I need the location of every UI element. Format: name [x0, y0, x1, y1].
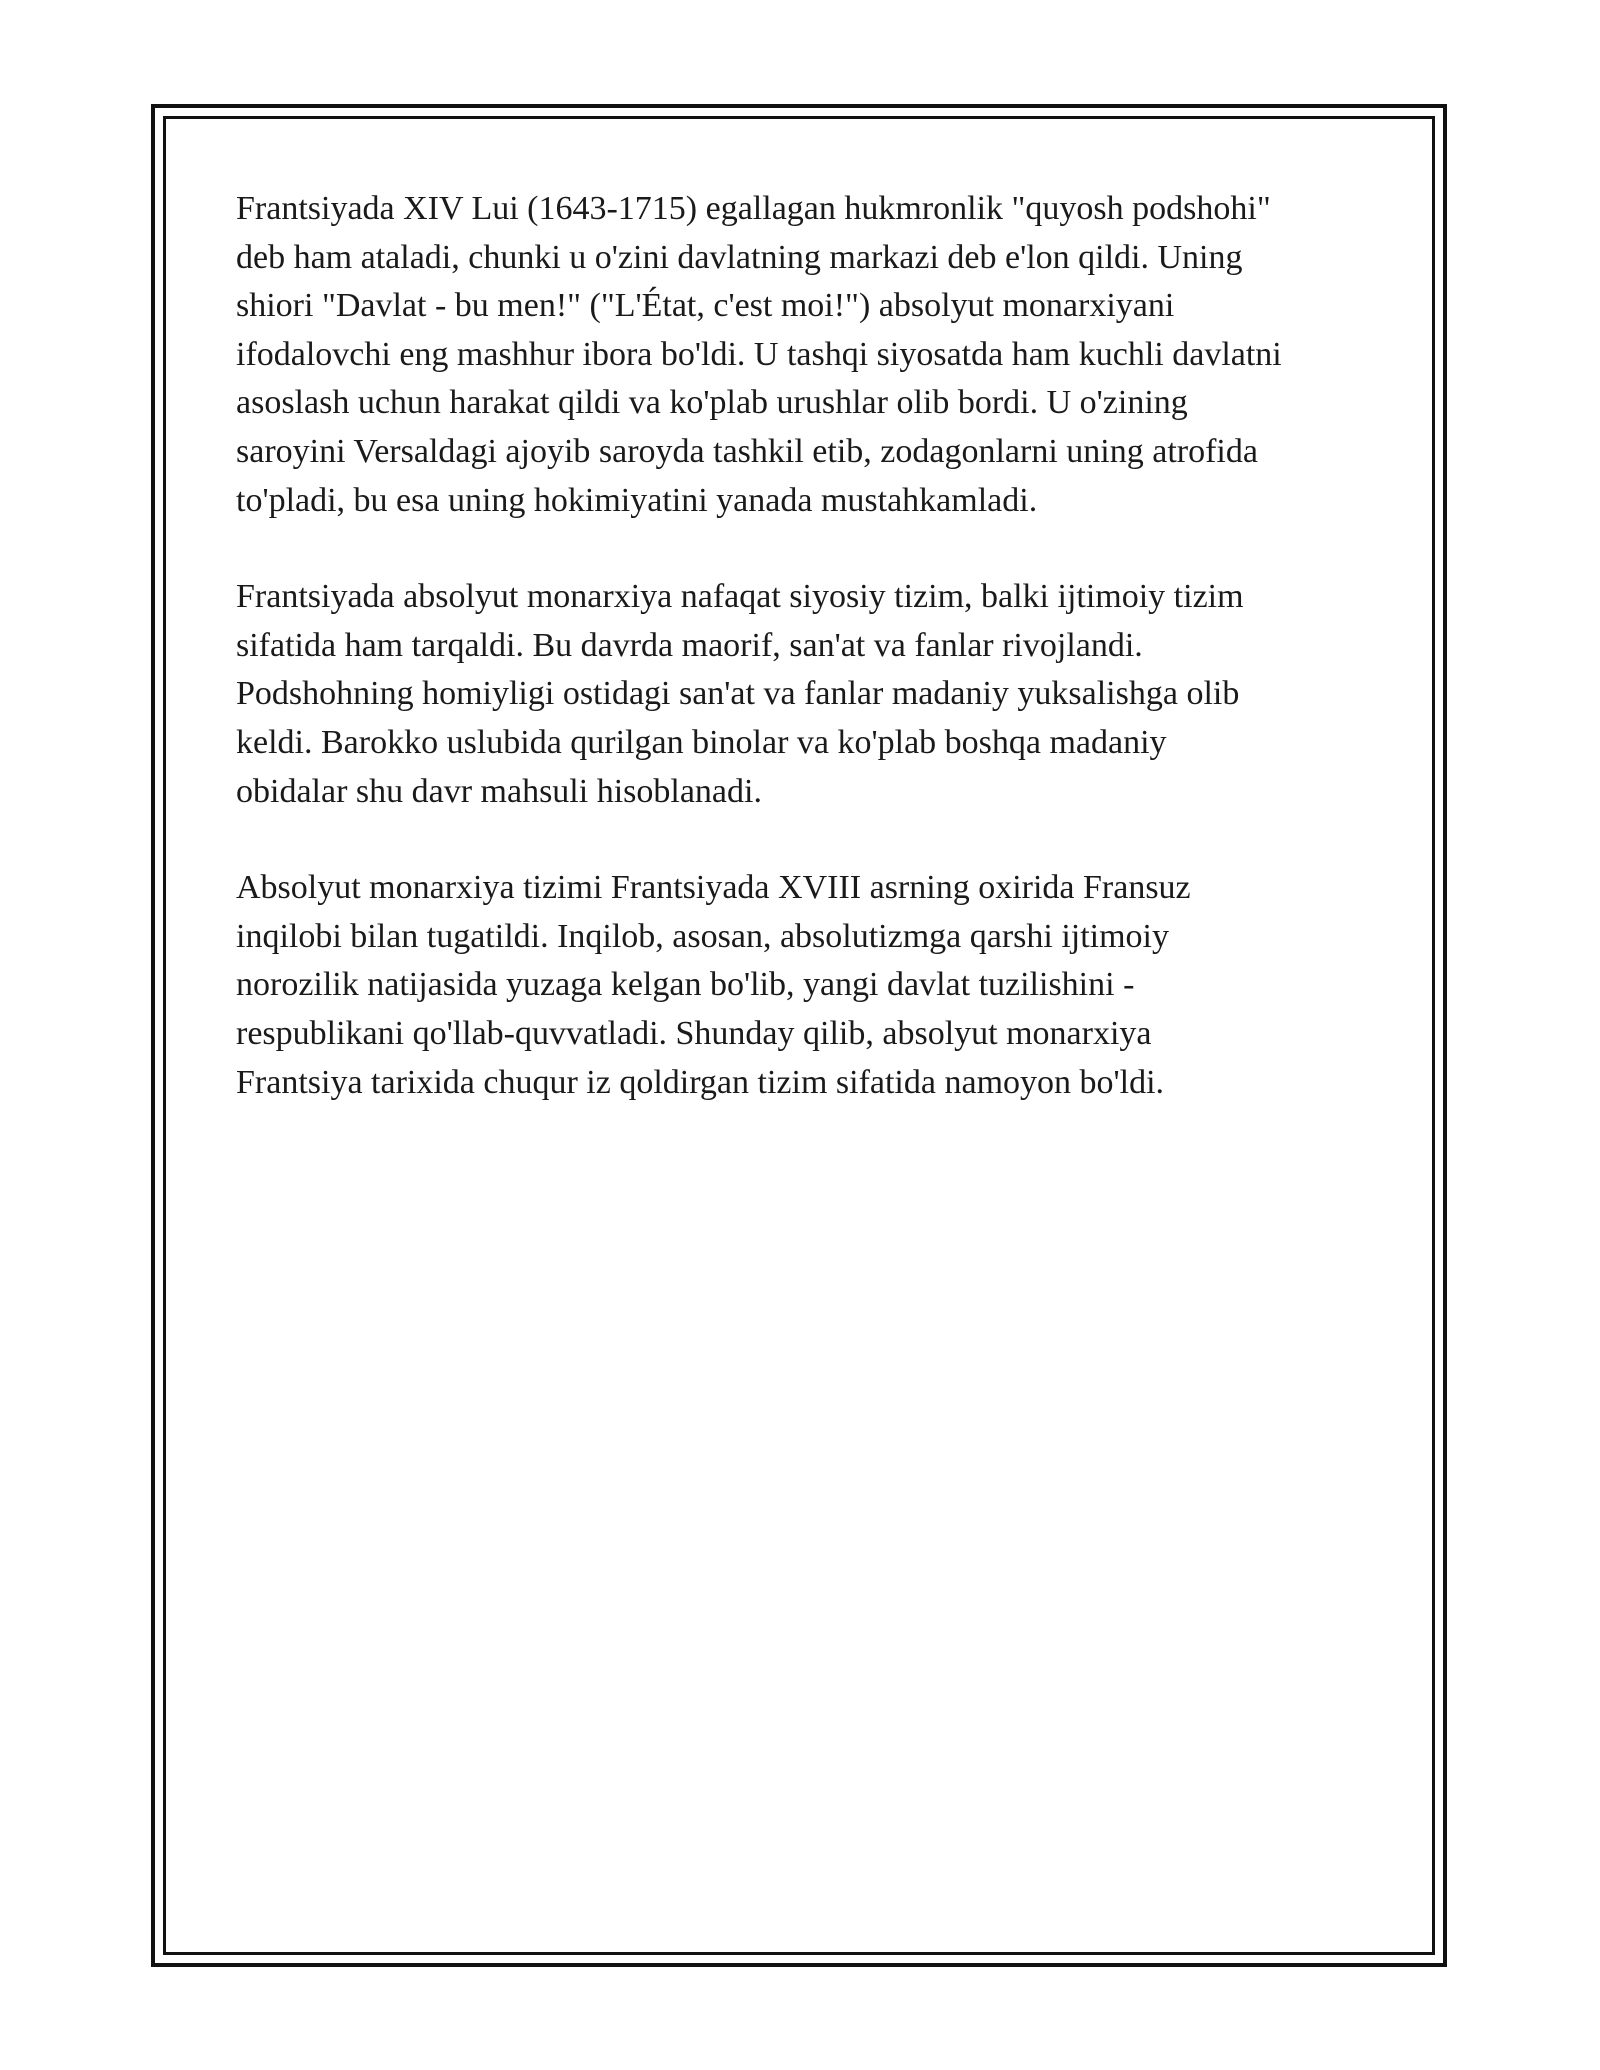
paragraph-line: Absolyut monarxiya tizimi Frantsiyada XVIII asrning oxirida Fransuz — [236, 869, 1191, 907]
paragraph-1 — [236, 185, 1386, 525]
paragraph-2 — [236, 573, 1386, 816]
paragraph-line: Podshohning homiyligi ostidagi san'at va fanlar madaniy yuksalishga olib — [236, 675, 1240, 713]
paragraph-line: norozilik natijasida yuzaga kelgan bo'lib, yangi davlat tuzilishini - — [236, 966, 1135, 1004]
paragraph-line: to'pladi, bu esa uning hokimiyatini yanada mustahkamladi. — [236, 481, 1038, 519]
paragraph-line: keldi. Barokko uslubida qurilgan binolar va ko'plab boshqa madaniy — [236, 723, 1167, 761]
paragraph-line: inqilobi bilan tugatildi. Inqilob, asosan, absolutizmga qarshi ijtimoiy — [236, 917, 1170, 955]
paragraph-line: sifatida ham tarqaldi. Bu davrda maorif, san'at va fanlar rivojlandi. — [236, 626, 1143, 664]
paragraph-line: deb ham ataladi, chunki u o'zini davlatning markazi deb e'lon qildi. Uning — [236, 238, 1243, 276]
document-body — [236, 185, 1386, 1155]
paragraph-line: Frantsiya tarixida chuqur iz qoldirgan tizim sifatida namoyon bo'ldi. — [236, 1063, 1165, 1101]
paragraph-line: Frantsiyada absolyut monarxiya nafaqat siyosiy tizim, balki ijtimoiy tizim — [236, 578, 1244, 616]
paragraph-line: Frantsiyada XIV Lui (1643-1715) egallagan hukmronlik "quyosh podshohi" — [236, 190, 1271, 227]
paragraph-line: respublikani qo'llab-quvvatladi. Shunday qilib, absolyut monarxiya — [236, 1014, 1152, 1052]
paragraph-line: shiori "Davlat - bu men!" ("L'État, c'est moi!") absolyut monarxiyani — [236, 287, 1175, 325]
paragraph-3 — [236, 864, 1386, 1107]
paragraph-line: obidalar shu davr mahsuli hisoblanadi. — [236, 772, 762, 810]
paragraph-line: saroyini Versaldagi ajoyib saroyda tashkil etib, zodagonlarni uning atrofida — [236, 432, 1258, 470]
paragraph-line: asoslash uchun harakat qildi va ko'plab urushlar olib bordi. U o'zining — [236, 384, 1188, 422]
paragraph-line: ifodalovchi eng mashhur ibora bo'ldi. U tashqi siyosatda ham kuchli davlatni — [236, 335, 1282, 373]
